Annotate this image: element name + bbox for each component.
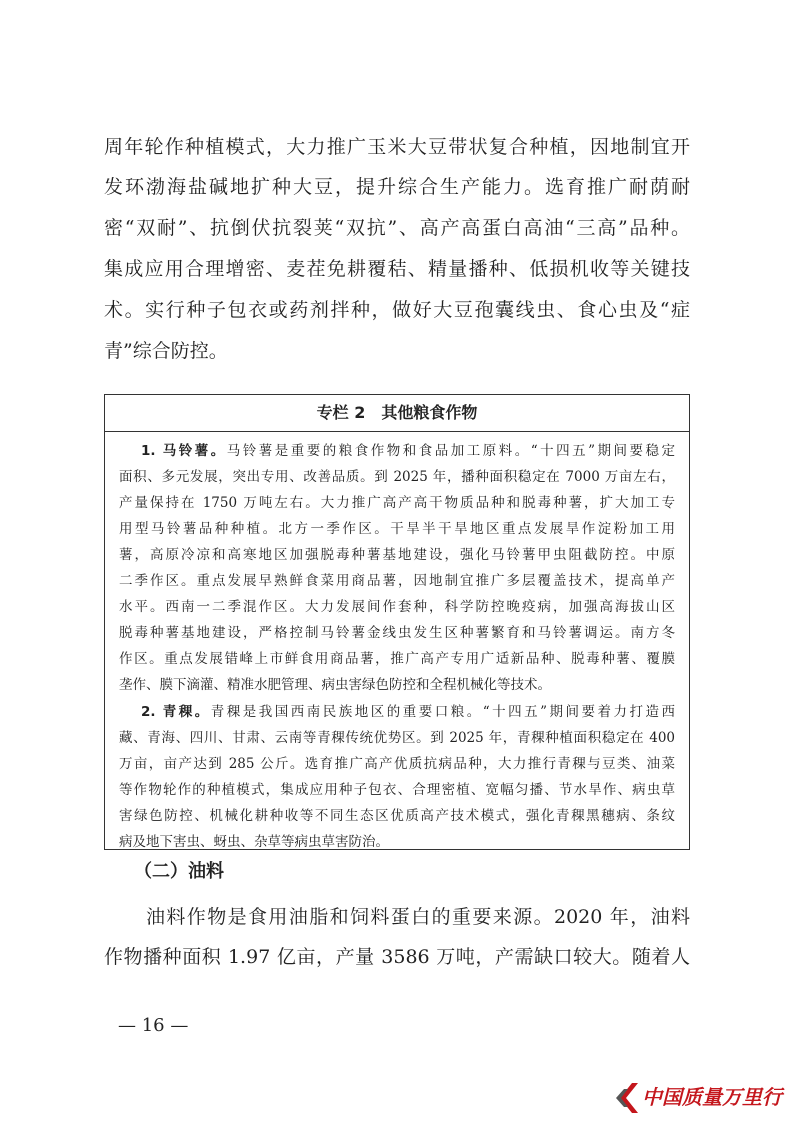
section-heading: （二）油料 bbox=[134, 861, 224, 882]
item2-first-line: 青稞是我国西南民族地区的重要口粮。“十四五”期间要着力打造西 bbox=[210, 704, 675, 720]
intro-line: 集成应用合理增密、麦茬免耕覆秸、精量播种、低损机收等关键技 bbox=[104, 258, 690, 280]
box-line bbox=[119, 438, 675, 464]
box-line: 藏、青海、四川、甘肃、云南等青稞传统优势区。到 2025 年，青稞种植面积稳定在 400 bbox=[119, 730, 675, 746]
box-line: 万亩，亩产达到 285 公斤。选育推广高产优质抗病品种，大力推行青稞与豆类、油菜 bbox=[119, 756, 675, 772]
box-line: 水平。西南一二季混作区。大力发展间作套种，科学防控晚疫病，加强高海拔山区 bbox=[119, 599, 675, 615]
watermark-chevron-icon bbox=[612, 1081, 642, 1115]
intro-line: 周年轮作种植模式，大力推广玉米大豆带状复合种植，因地制宜开 bbox=[104, 136, 690, 158]
box-line: 薯，高原冷凉和高寒地区加强脱毒种薯基地建设，强化马铃薯甲虫阻截防控。中原 bbox=[119, 547, 675, 563]
box-line: 面积、多元发展，突出专用、改善品质。到 2025 年，播种面积稳定在 7000 万亩左右， bbox=[119, 469, 675, 485]
item1-first-line: 马铃薯是重要的粮食作物和食品加工原料。“十四五”期间要稳定 bbox=[226, 443, 675, 459]
box-line: 二季作区。重点发展早熟鲜食菜用商品薯，因地制宜推广多层覆盖技术，提高单产 bbox=[119, 573, 675, 589]
intro-line: 青”综合防控。 bbox=[104, 340, 228, 362]
box-line: 脱毒种薯基地建设，严格控制马铃薯金线虫发生区种薯繁育和马铃薯调运。南方冬 bbox=[119, 625, 675, 641]
oil-line: 作物播种面积 1.97 亿亩，产量 3586 万吨，产需缺口较大。随着人 bbox=[104, 946, 690, 968]
oil-line: 油料作物是食用油脂和饲料蛋白的重要来源。2020 年，油料 bbox=[146, 906, 690, 928]
page-number: — 16 — bbox=[118, 1015, 189, 1036]
intro-line: 密“双耐”、抗倒伏抗裂荚“双抗”、高产高蛋白高油“三高”品种。 bbox=[104, 217, 690, 239]
item2-label: 2. 青稞。 bbox=[141, 704, 211, 720]
box-line: 垄作、膜下滴灌、精准水肥管理、病虫害绿色防控和全程机械化等技术。 bbox=[119, 677, 551, 693]
item1-label: 1. 马铃薯。 bbox=[141, 443, 227, 459]
watermark-logo bbox=[612, 1078, 794, 1118]
box-line bbox=[119, 699, 675, 725]
intro-line: 术。实行种子包衣或药剂拌种，做好大豆孢囊线虫、食心虫及“症 bbox=[104, 299, 690, 321]
box-line: 作区。重点发展错峰上市鲜食用商品薯，推广高产专用广适新品种、脱毒种薯、覆膜 bbox=[119, 651, 675, 667]
box-line: 等作物轮作的种植模式，集成应用种子包衣、合理密植、宽幅匀播、节水旱作、病虫草 bbox=[119, 782, 675, 798]
box-line: 用型马铃薯品种种植。北方一季作区。干旱半干旱地区重点发展旱作淀粉加工用 bbox=[119, 521, 675, 537]
column-box bbox=[104, 394, 690, 850]
watermark-text: 中国质量万里行 bbox=[642, 1085, 782, 1109]
box-title: 专栏 2 其他粮食作物 bbox=[105, 395, 689, 432]
intro-line: 发环渤海盐碱地扩种大豆，提升综合生产能力。选育推广耐荫耐 bbox=[104, 176, 690, 198]
box-line: 病及地下害虫、蚜虫、杂草等病虫草害防治。 bbox=[119, 834, 389, 850]
box-line: 害绿色防控、机械化耕种收等不同生态区优质高产技术模式，强化青稞黑穗病、条纹 bbox=[119, 808, 675, 824]
box-line: 产量保持在 1750 万吨左右。大力推广高产高干物质品种和脱毒种薯，扩大加工专 bbox=[119, 495, 675, 511]
